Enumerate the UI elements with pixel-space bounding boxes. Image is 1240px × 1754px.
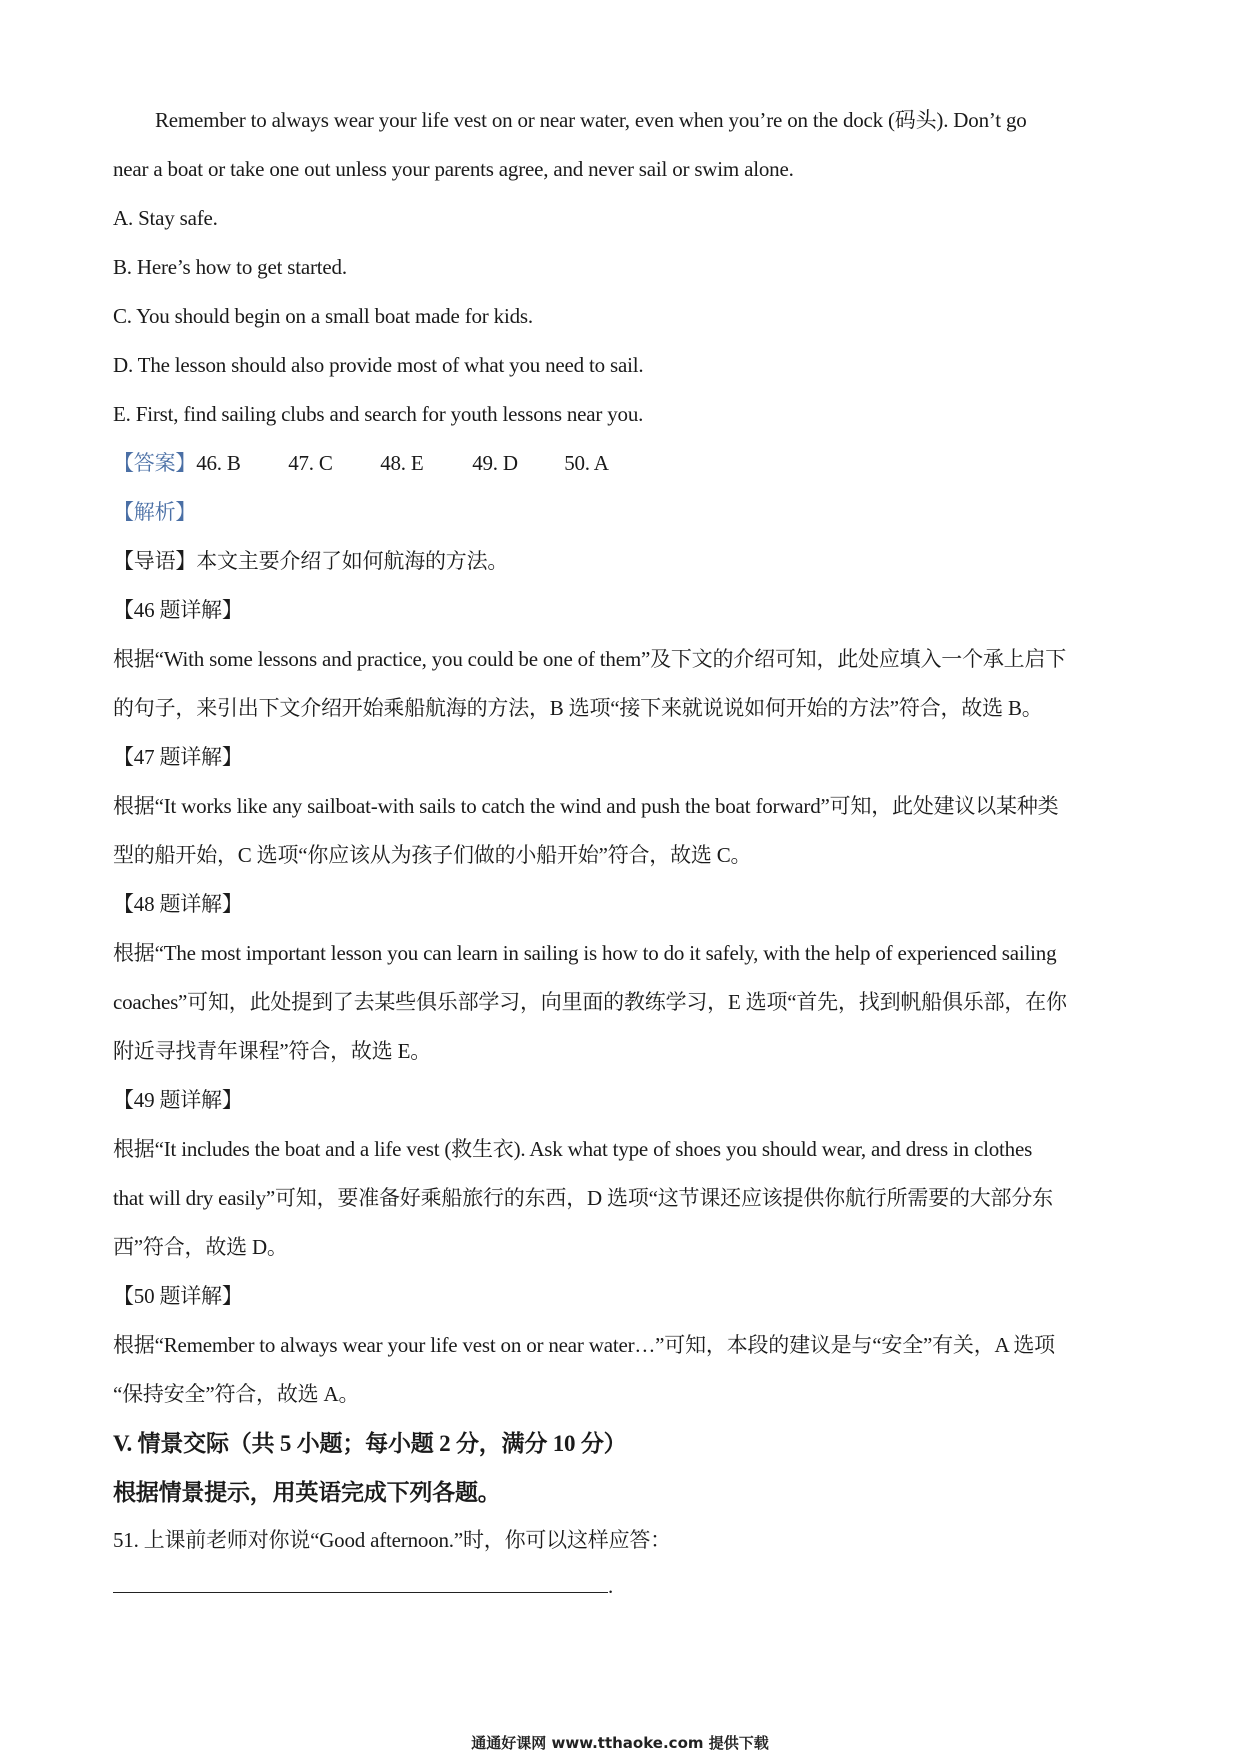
passage-line-2: near a boat or take one out unless your parents agree, and never sail or swim alone. xyxy=(113,157,794,181)
q46-line-2: 的句子，来引出下文介绍开始乘船航海的方法，B 选项“接下来就说说如何开始的方法”符合，故选 B。 xyxy=(113,696,1043,720)
option-a: A. Stay safe. xyxy=(113,206,218,230)
answer-row xyxy=(113,453,1133,474)
q48-heading: 【48 题详解】 xyxy=(113,892,243,916)
q50-line-1: 根据“Remember to always wear your life vest on or near water…”可知，本段的建议是与“安全”有关，A 选项 xyxy=(113,1333,1055,1357)
q49-line-1: 根据“It includes the boat and a life vest (救生衣). Ask what type of shoes you should wear, and dress in clothes xyxy=(113,1137,1033,1161)
option-e: E. First, find sailing clubs and search for youth lessons near you. xyxy=(113,402,644,426)
q50-line-2: “保持安全”符合，故选 A。 xyxy=(113,1382,360,1406)
q50-heading: 【50 题详解】 xyxy=(113,1284,243,1308)
q48-line-3: 附近寻找青年课程”符合，故选 E。 xyxy=(113,1039,431,1063)
section-instruction: 根据情景提示，用英语完成下列各题。 xyxy=(113,1480,501,1505)
section-title: V. 情景交际（共 5 小题；每小题 2 分，满分 10 分） xyxy=(113,1431,627,1456)
q46-heading: 【46 题详解】 xyxy=(113,598,243,622)
q48-line-2: coaches”可知，此处提到了去某些俱乐部学习，向里面的教练学习，E 选项“首先，找到帆船俱乐部，在你 xyxy=(113,990,1067,1014)
q47-line-1: 根据“It works like any sailboat-with sails to catch the wind and push the boat forward”可知，此处建议以某种类 xyxy=(113,794,1059,818)
answer-46: 46. B xyxy=(196,451,241,475)
answer-48: 48. E xyxy=(380,451,424,475)
question-51: 51. 上课前老师对你说“Good afternoon.”时，你可以这样应答： xyxy=(113,1528,671,1552)
answer-blank-period: . xyxy=(608,1574,614,1598)
q47-heading: 【47 题详解】 xyxy=(113,745,243,769)
answer-50: 50. A xyxy=(564,451,609,475)
option-b: B. Here’s how to get started. xyxy=(113,255,347,279)
intro-text: 【导语】本文主要介绍了如何航海的方法。 xyxy=(113,549,509,573)
q49-line-2: that will dry easily”可知，要准备好乘船旅行的东西，D 选项“这节课还应该提供你航行所需要的大部分东 xyxy=(113,1186,1053,1210)
answer-label: 【答案】 xyxy=(113,451,197,475)
passage-line-1: Remember to always wear your life vest on or near water, even when you’re on the dock (码头). Don’t go xyxy=(155,108,1027,132)
option-d: D. The lesson should also provide most of what you need to sail. xyxy=(113,353,644,377)
q48-line-1: 根据“The most important lesson you can learn in sailing is how to do it safely, with the help of experienced sailing xyxy=(113,941,1057,965)
q49-line-3: 西”符合，故选 D。 xyxy=(113,1235,288,1259)
page-footer: 通通好课网 www.tthaoke.com 提供下载 xyxy=(471,1734,769,1752)
q46-line-1: 根据“With some lessons and practice, you could be one of them”及下文的介绍可知，此处应填入一个承上启下 xyxy=(113,647,1067,671)
option-c: C. You should begin on a small boat made for kids. xyxy=(113,304,533,328)
q47-line-2: 型的船开始，C 选项“你应该从为孩子们做的小船开始”符合，故选 C。 xyxy=(113,843,752,867)
analysis-label: 【解析】 xyxy=(113,500,197,524)
answer-blank-line[interactable] xyxy=(113,1592,608,1593)
answer-49: 49. D xyxy=(472,451,518,475)
q49-heading: 【49 题详解】 xyxy=(113,1088,243,1112)
answer-47: 47. C xyxy=(288,451,333,475)
